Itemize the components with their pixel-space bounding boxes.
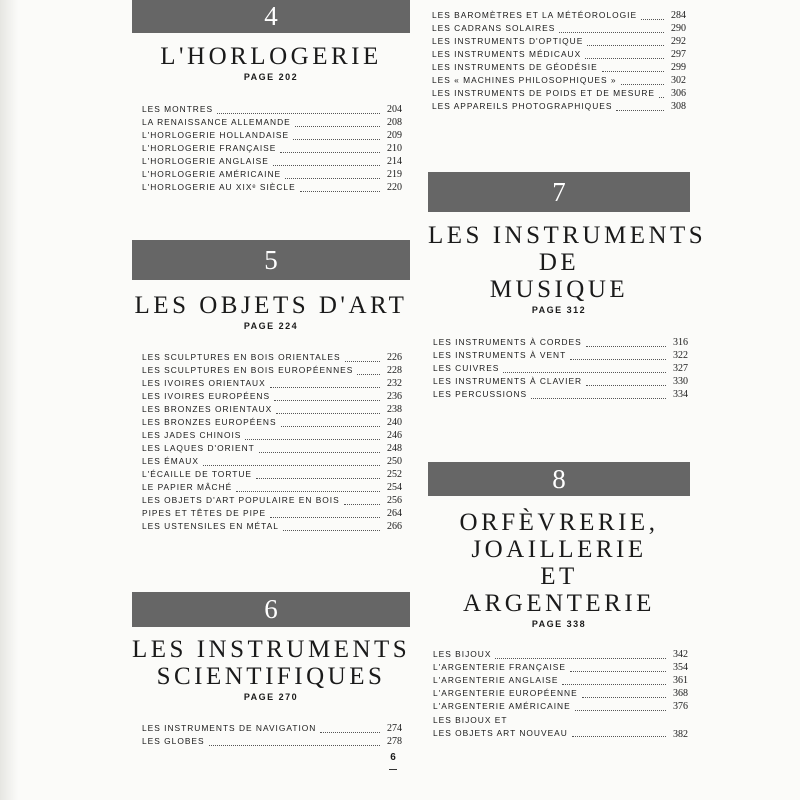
dot-leader	[295, 125, 380, 127]
toc-entry[interactable]	[432, 62, 686, 75]
toc-entry[interactable]	[142, 469, 402, 482]
dot-leader	[559, 31, 664, 33]
toc-entry-page: 264	[387, 508, 402, 519]
dot-leader	[280, 151, 380, 153]
chapter-title-line: JOAILLERIE	[471, 536, 647, 563]
toc-entry-label: LES INSTRUMENTS DE NAVIGATION	[142, 723, 317, 733]
dot-leader	[300, 190, 380, 192]
toc-entry[interactable]	[142, 378, 402, 391]
toc-entry-page: 226	[387, 352, 402, 363]
dot-leader	[587, 44, 664, 46]
chapter-4	[132, 0, 410, 195]
toc-entry-label: L'HORLOGERIE AU XIXᵉ SIÈCLE	[142, 182, 296, 192]
chapter-number-band	[132, 0, 410, 33]
dot-leader	[276, 412, 380, 414]
toc-entry-page: 354	[673, 662, 688, 673]
toc-entry-label: L'HORLOGERIE ANGLAISE	[142, 156, 269, 166]
toc-entry-label: LES BRONZES ORIENTAUX	[142, 404, 273, 414]
dot-leader	[217, 112, 380, 114]
chapter-page-ref: PAGE 312	[531, 305, 587, 315]
toc-entry[interactable]	[142, 723, 402, 736]
toc-entry-page: 232	[387, 378, 402, 389]
toc-entry-page: 254	[387, 482, 402, 493]
toc-entry-page: 204	[387, 104, 402, 115]
toc-entry-page: 302	[671, 75, 686, 86]
toc-entry-page: 284	[671, 10, 686, 21]
dot-leader	[259, 451, 380, 453]
toc-entry[interactable]	[142, 365, 402, 378]
toc-entry[interactable]	[142, 182, 402, 195]
dot-leader	[270, 386, 380, 388]
toc-entry[interactable]	[433, 701, 688, 714]
toc-entry-label: LES JADES CHINOIS	[142, 430, 242, 440]
dot-leader	[616, 109, 664, 111]
toc-entry-page: 382	[673, 729, 688, 740]
toc-entry[interactable]	[142, 156, 402, 169]
toc-entry-label: LES BIJOUX	[433, 649, 492, 659]
toc-entry[interactable]	[142, 495, 402, 508]
toc-entry-list	[428, 337, 690, 402]
toc-entry[interactable]	[142, 130, 402, 143]
toc-entry-label: LES INSTRUMENTS DE POIDS ET DE MESURE	[432, 88, 655, 98]
toc-entry[interactable]	[432, 23, 686, 36]
dot-leader	[285, 177, 380, 179]
toc-entry-label: LES USTENSILES EN MÉTAL	[142, 521, 279, 531]
chapter-title	[132, 43, 410, 70]
toc-entry-label: L'HORLOGERIE AMÉRICAINE	[142, 169, 282, 179]
dot-leader	[281, 425, 380, 427]
toc-entry[interactable]	[433, 714, 688, 740]
toc-entry[interactable]	[142, 391, 402, 404]
page-number-rule	[389, 769, 397, 770]
chapter-title-line: ET	[540, 563, 578, 590]
toc-entry-label: LA RENAISSANCE ALLEMANDE	[142, 117, 291, 127]
toc-entry-page: 361	[673, 675, 688, 686]
dot-leader	[582, 696, 666, 698]
chapter-5	[132, 240, 410, 534]
toc-entry[interactable]	[142, 456, 402, 469]
toc-entry-page: 209	[387, 130, 402, 141]
dot-leader	[293, 138, 380, 140]
toc-entry-label: L'HORLOGERIE HOLLANDAISE	[142, 130, 290, 140]
chapter-title-line: SCIENTIFIQUES	[156, 663, 386, 690]
dot-leader	[572, 735, 666, 737]
toc-entry-page: 210	[387, 143, 402, 154]
toc-entry-page: 240	[387, 417, 402, 428]
chapter-page-ref: PAGE 270	[243, 692, 299, 702]
toc-entry-label: LES ÉMAUX	[142, 456, 199, 466]
dot-leader	[586, 384, 666, 386]
dot-leader	[586, 345, 666, 347]
dot-leader	[320, 731, 380, 733]
toc-entry-label: LES SCULPTURES EN BOIS ORIENTALES	[142, 352, 341, 362]
toc-entry[interactable]	[142, 104, 402, 117]
dot-leader	[659, 96, 664, 98]
toc-entry-label: LES INSTRUMENTS D'OPTIQUE	[432, 36, 584, 46]
toc-entry-label: L'HORLOGERIE FRANÇAISE	[142, 143, 277, 153]
toc-entry-page: 308	[671, 101, 686, 112]
chapter-number: 4	[264, 1, 278, 31]
toc-entry[interactable]	[432, 10, 686, 23]
chapter-number-band	[428, 172, 690, 212]
toc-entry-page: 274	[387, 723, 402, 734]
toc-entry-label: LES CADRANS SOLAIRES	[432, 23, 556, 33]
chapter-title	[132, 292, 410, 319]
dot-leader	[345, 360, 380, 362]
toc-entry[interactable]	[142, 417, 402, 430]
chapter-number: 8	[552, 463, 566, 494]
chapter-title-line: LES INSTRUMENTS	[428, 222, 707, 249]
toc-entry-list	[132, 104, 410, 195]
chapter-6-continued	[428, 10, 686, 114]
chapter-8	[428, 462, 690, 740]
toc-entry-label: LES OBJETS D'ART POPULAIRE EN BOIS	[142, 495, 340, 505]
dot-leader	[344, 503, 380, 505]
toc-entry[interactable]	[433, 649, 688, 662]
chapter-title-line: LES OBJETS D'ART	[134, 292, 408, 319]
chapter-7	[428, 172, 707, 402]
toc-entry-page: 214	[387, 156, 402, 167]
chapter-number-band	[132, 240, 410, 280]
dot-leader	[641, 18, 664, 20]
toc-entry-list	[428, 10, 686, 114]
chapter-number-band	[132, 592, 410, 627]
chapter-title-line: DE	[538, 249, 580, 276]
toc-entry[interactable]	[433, 675, 688, 688]
toc-entry[interactable]	[142, 736, 402, 749]
toc-entry-page: 334	[673, 389, 688, 400]
dot-leader	[585, 57, 664, 59]
toc-entry-page: 266	[387, 521, 402, 532]
toc-entry-label: LES APPAREILS PHOTOGRAPHIQUES	[432, 101, 613, 111]
toc-entry-label: L'ARGENTERIE FRANÇAISE	[433, 662, 566, 672]
toc-entry-page: 228	[387, 365, 402, 376]
toc-entry-page: 220	[387, 182, 402, 193]
toc-entry[interactable]	[432, 88, 686, 101]
toc-entry-page: 330	[673, 376, 688, 387]
toc-entry-label: LES CUIVRES	[433, 363, 500, 373]
toc-entry-label	[433, 714, 568, 740]
toc-entry-page: 238	[387, 404, 402, 415]
toc-entry-page: 297	[671, 49, 686, 60]
toc-entry-page: 219	[387, 169, 402, 180]
dot-leader	[621, 83, 664, 85]
toc-entry[interactable]	[433, 376, 688, 389]
dot-leader	[274, 399, 380, 401]
dot-leader	[273, 164, 380, 166]
chapter-title-line: ARGENTERIE	[463, 590, 655, 617]
chapter-title-line: LES INSTRUMENTS	[132, 636, 411, 663]
toc-entry-page: 246	[387, 430, 402, 441]
page-edge-shadow	[0, 0, 18, 800]
chapter-page-ref: PAGE 338	[531, 619, 587, 629]
toc-entry-list	[132, 352, 410, 534]
toc-entry-page: 248	[387, 443, 402, 454]
toc-entry-label: LES SCULPTURES EN BOIS EUROPÉENNES	[142, 365, 354, 375]
toc-entry[interactable]	[433, 363, 688, 376]
dot-leader	[531, 397, 666, 399]
toc-entry[interactable]	[433, 337, 688, 350]
toc-entry-page: 256	[387, 495, 402, 506]
toc-entry[interactable]	[433, 688, 688, 701]
toc-entry-label: LES BRONZES EUROPÉENS	[142, 417, 277, 427]
chapter-title	[428, 509, 690, 617]
toc-entry[interactable]	[142, 508, 402, 521]
chapter-6	[132, 592, 410, 749]
toc-entry-label: LES BAROMÈTRES ET LA MÉTÉOROLOGIE	[432, 10, 638, 20]
toc-entry-page: 316	[673, 337, 688, 348]
dot-leader	[570, 358, 666, 360]
dot-leader	[495, 657, 666, 659]
toc-entry-page: 250	[387, 456, 402, 467]
toc-entry[interactable]	[142, 169, 402, 182]
toc-entry[interactable]	[142, 430, 402, 443]
toc-entry[interactable]	[142, 482, 402, 495]
dot-leader	[256, 477, 380, 479]
toc-entry-label: LES INSTRUMENTS À CORDES	[433, 337, 582, 347]
dot-leader	[357, 373, 380, 375]
toc-entry-label: L'ARGENTERIE ANGLAISE	[433, 675, 559, 685]
chapter-number: 7	[552, 176, 566, 207]
toc-entry-label: LES INSTRUMENTS MÉDICAUX	[432, 49, 582, 59]
toc-entry-label: LE PAPIER MÂCHÉ	[142, 482, 233, 492]
chapter-number-band	[428, 462, 690, 496]
toc-entry-page: 327	[673, 363, 688, 374]
toc-entry-list	[428, 649, 690, 740]
chapter-page-ref: PAGE 224	[243, 321, 299, 331]
toc-entry-label: LES LAQUES D'ORIENT	[142, 443, 255, 453]
toc-entry[interactable]	[142, 143, 402, 156]
toc-entry-page: 292	[671, 36, 686, 47]
toc-entry-label: LES « MACHINES PHILOSOPHIQUES »	[432, 75, 617, 85]
toc-entry-label: LES IVOIRES EUROPÉENS	[142, 391, 271, 401]
dot-leader	[570, 670, 666, 672]
toc-entry-page: 306	[671, 88, 686, 99]
chapter-title	[132, 636, 410, 690]
toc-entry-page: 299	[671, 62, 686, 73]
toc-entry-label-line: LES OBJETS ART NOUVEAU	[433, 728, 568, 738]
toc-entry-label: LES PERCUSSIONS	[433, 389, 528, 399]
toc-entry-label: L'ARGENTERIE EUROPÉENNE	[433, 688, 578, 698]
toc-entry-label: LES GLOBES	[142, 736, 205, 746]
toc-entry-label-line: LES BIJOUX ET	[433, 715, 508, 725]
toc-entry-page: 290	[671, 23, 686, 34]
chapter-title-line: ORFÈVRERIE,	[459, 509, 659, 536]
toc-entry-label: L'ARGENTERIE AMÉRICAINE	[433, 701, 571, 711]
toc-entry[interactable]	[433, 389, 688, 402]
toc-entry-page: 322	[673, 350, 688, 361]
toc-entry[interactable]	[433, 662, 688, 675]
toc-entry[interactable]	[142, 352, 402, 365]
toc-entry-label: LES INSTRUMENTS À VENT	[433, 350, 567, 360]
toc-entry-page: 368	[673, 688, 688, 699]
chapter-title	[428, 222, 707, 303]
toc-entry-label: PIPES ET TÊTES DE PIPE	[142, 508, 267, 518]
toc-entry[interactable]	[142, 521, 402, 534]
toc-entry[interactable]	[142, 404, 402, 417]
dot-leader	[270, 516, 380, 518]
toc-entry-page: 252	[387, 469, 402, 480]
dot-leader	[503, 371, 666, 373]
toc-entry[interactable]	[433, 350, 688, 363]
chapter-number: 5	[264, 244, 278, 275]
dot-leader	[203, 464, 380, 466]
toc-entry[interactable]	[432, 75, 686, 88]
toc-entry-page: 236	[387, 391, 402, 402]
toc-entry-label: L'ÉCAILLE DE TORTUE	[142, 469, 252, 479]
dot-leader	[236, 490, 380, 492]
toc-entry-list	[132, 723, 410, 749]
toc-entry[interactable]	[432, 49, 686, 62]
toc-entry-page: 278	[387, 736, 402, 747]
toc-entry-page: 376	[673, 701, 688, 712]
toc-entry-label: LES MONTRES	[142, 104, 214, 114]
dot-leader	[602, 70, 664, 72]
dot-leader	[283, 529, 380, 531]
toc-entry[interactable]	[432, 101, 686, 114]
dot-leader	[245, 438, 380, 440]
toc-entry-page: 342	[673, 649, 688, 660]
dot-leader	[209, 744, 380, 746]
chapter-title-line: L'HORLOGERIE	[160, 43, 382, 70]
dot-leader	[575, 709, 666, 711]
toc-entry-page: 208	[387, 117, 402, 128]
page-number: 6	[390, 752, 396, 763]
chapter-page-ref: PAGE 202	[243, 72, 299, 82]
chapter-title-line: MUSIQUE	[489, 276, 629, 303]
toc-entry[interactable]	[142, 117, 402, 130]
dot-leader	[562, 683, 666, 685]
toc-entry-label: LES INSTRUMENTS À CLAVIER	[433, 376, 583, 386]
toc-entry-label: LES IVOIRES ORIENTAUX	[142, 378, 266, 388]
toc-entry[interactable]	[432, 36, 686, 49]
toc-entry[interactable]	[142, 443, 402, 456]
toc-entry-label: LES INSTRUMENTS DE GÉODÉSIE	[432, 62, 598, 72]
chapter-number: 6	[264, 594, 278, 624]
